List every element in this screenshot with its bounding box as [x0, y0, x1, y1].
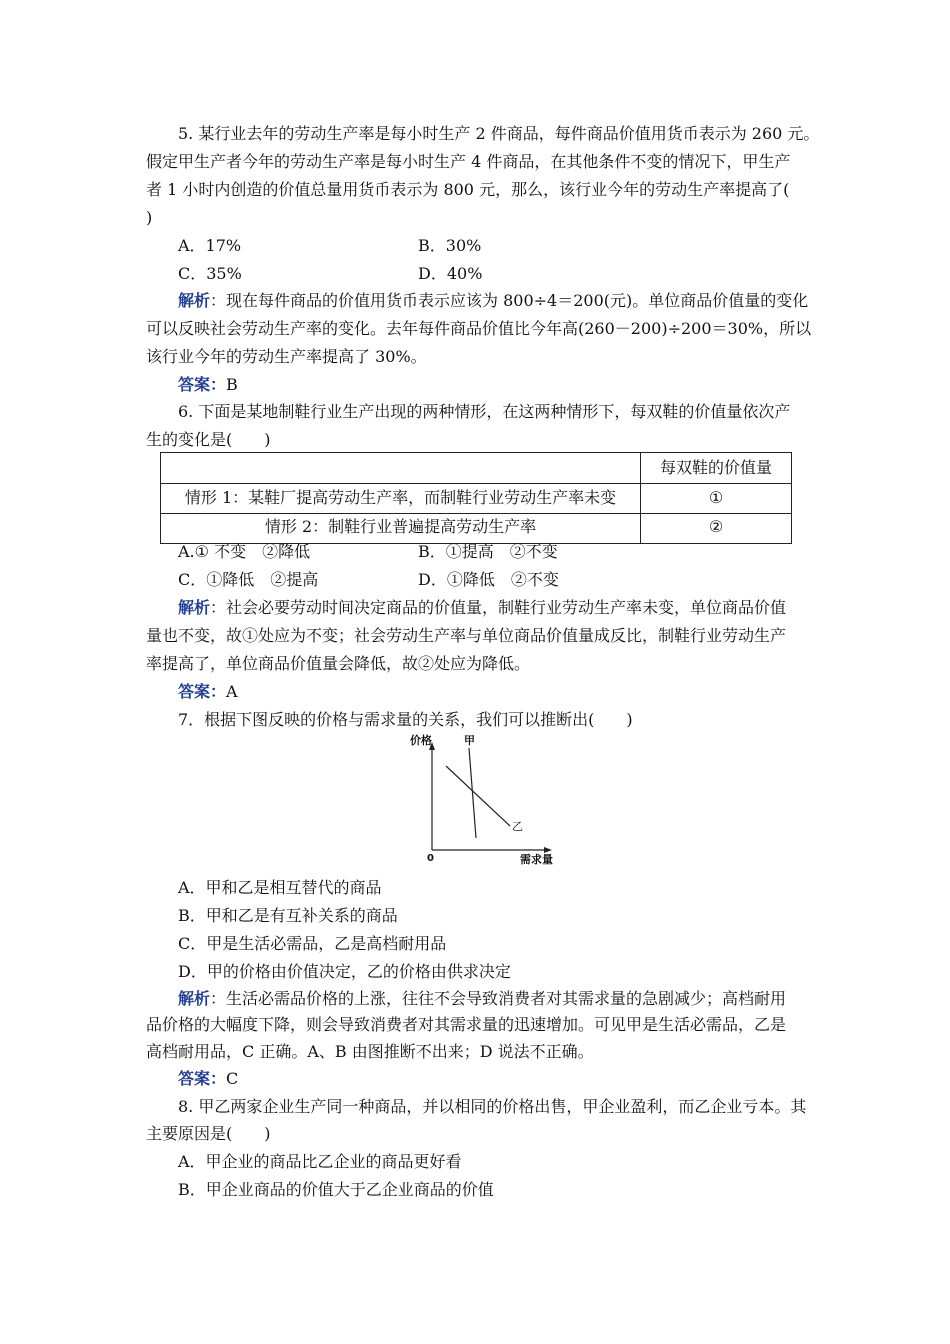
q7-option-a: A．甲和乙是相互替代的商品: [178, 878, 382, 897]
table-row-border: [161, 483, 791, 484]
q6-analysis-label: 解析: [178, 598, 211, 617]
q7-analysis-text-1: ：生活必需品价格的上涨，往往不会导致消费者对其需求量的急剧减少；高档耐用: [210, 989, 787, 1008]
x-axis-label: 需求量: [520, 853, 553, 866]
q5-stem-line-1: 5. 某行业去年的劳动生产率是每小时生产 2 件商品，每件商品价值用货币表示为 260 元。: [178, 124, 820, 143]
q6-answer-label: 答案：: [178, 682, 227, 701]
q5-stem-line-4: ): [146, 208, 153, 227]
q8-option-b: B．甲企业商品的价值大于乙企业商品的价值: [178, 1180, 494, 1199]
q7-price-demand-figure: [396, 732, 566, 872]
q7-answer-label: 答案：: [178, 1069, 227, 1088]
q7-analysis-line-1: [178, 988, 786, 1010]
q6-table: [160, 452, 792, 544]
curve-yi: [446, 766, 510, 826]
q6-option-a: A.① 不变 ②降低: [178, 542, 311, 561]
q6-option-c: C．①降低 ②提高: [178, 570, 319, 589]
q5-option-b: B．30%: [418, 236, 482, 255]
q6-analysis-line-2: 量也不变，故①处应为不变；社会劳动生产率与单位商品价值量成反比，制鞋行业劳动生产: [146, 626, 787, 645]
table-row-2-value: ②: [708, 517, 724, 536]
q6-option-b: B．①提高 ②不变: [418, 542, 558, 561]
table-row-1-value: ①: [708, 488, 724, 507]
table-row-2-scenario: 情形 2：制鞋行业普遍提高劳动生产率: [264, 517, 537, 536]
q7-stem: 7．根据下图反映的价格与需求量的关系，我们可以推断出( ): [178, 710, 633, 729]
q5-analysis-line-2: 可以反映社会劳动生产率的变化。去年每件商品价值比今年高(260－200)÷200＝30%，所以: [146, 319, 812, 338]
q6-answer: [178, 681, 238, 703]
curve-jia-label: 甲: [464, 734, 475, 747]
q7-answer: [178, 1068, 238, 1090]
curve-yi-label: 乙: [512, 820, 523, 833]
q5-analysis-line-3: 该行业今年的劳动生产率提高了 30%。: [146, 347, 427, 366]
q6-option-d: D．①降低 ②不变: [418, 570, 559, 589]
q7-analysis-line-2: 品价格的大幅度下降，则会导致消费者对其需求量的迅速增加。可见甲是生活必需品，乙是: [146, 1015, 787, 1034]
q5-option-c: C．35%: [178, 264, 242, 283]
q5-answer-value: B: [226, 375, 238, 394]
q5-analysis-text-1: ：现在每件商品的价值用货币表示应该为 800÷4＝200(元)。单位商品价值量的变化: [210, 291, 809, 310]
origin-label: 0: [427, 853, 434, 864]
q6-stem-line-1: 6. 下面是某地制鞋行业生产出现的两种情形，在这两种情形下，每双鞋的价值量依次产: [178, 402, 791, 421]
q5-analysis-line-1: [178, 290, 808, 312]
q5-answer: [178, 374, 238, 396]
table-row-border: [161, 513, 791, 514]
q7-option-d: D．甲的价格由价值决定，乙的价格由供求决定: [178, 962, 511, 981]
y-axis-label: 价格: [410, 734, 432, 747]
q8-stem-line-1: 8. 甲乙两家企业生产同一种商品，并以相同的价格出售，甲企业盈利，而乙企业亏本。其: [178, 1097, 807, 1116]
q6-stem-line-2: 生的变化是( ): [146, 430, 271, 449]
q6-analysis-line-3: 率提高了，单位商品价值量会降低，故②处应为降低。: [146, 654, 531, 673]
q8-stem-line-2: 主要原因是( ): [146, 1124, 271, 1143]
q5-answer-label: 答案：: [178, 375, 227, 394]
q6-analysis-line-1: [178, 597, 786, 619]
q6-answer-value: A: [226, 682, 238, 701]
q7-option-c: C．甲是生活必需品，乙是高档耐用品: [178, 934, 447, 953]
q5-stem-line-3: 者 1 小时内创造的价值总量用货币表示为 800 元，那么，该行业今年的劳动生产率提高了(: [146, 180, 790, 199]
table-row-1-scenario: 情形 1：某鞋厂提高劳动生产率，而制鞋行业劳动生产率未变: [184, 488, 617, 507]
q6-analysis-text-1: ：社会必要劳动时间决定商品的价值量，制鞋行业劳动生产率未变，单位商品价值: [210, 598, 787, 617]
q7-answer-value: C: [226, 1069, 239, 1088]
q5-option-a: A．17%: [178, 236, 242, 255]
table-header-value: 每双鞋的价值量: [659, 458, 772, 477]
q8-option-a: A．甲企业的商品比乙企业的商品更好看: [178, 1152, 462, 1171]
q7-analysis-label: 解析: [178, 989, 211, 1008]
q5-stem-line-2: 假定甲生产者今年的劳动生产率是每小时生产 4 件商品，在其他条件不变的情况下，甲生产: [146, 152, 791, 171]
q5-analysis-label: 解析: [178, 291, 211, 310]
q5-option-d: D．40%: [418, 264, 483, 283]
q7-option-b: B．甲和乙是有互补关系的商品: [178, 906, 398, 925]
q7-analysis-line-3: 高档耐用品，C 正确。A、B 由图推断不出来；D 说法不正确。: [146, 1042, 594, 1061]
